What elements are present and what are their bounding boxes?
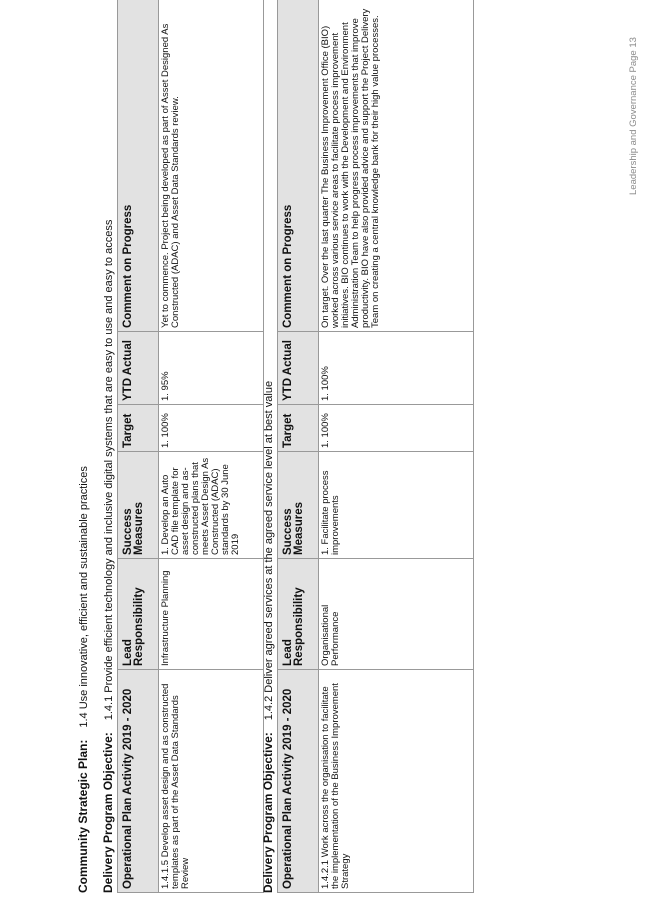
community-strategic-plan — [76, 466, 90, 893]
ytd-cell: 1. 95% — [159, 332, 264, 405]
table-row — [319, 0, 474, 893]
target-cell: 1. 100% — [159, 405, 264, 452]
ytd-cell: 1. 100% — [319, 332, 474, 405]
objective-text: 1.4.1 Provide efficient technology and inclusive digital systems that are easy to use and easy to access — [103, 219, 115, 721]
col-measures-header: Success Measures — [278, 452, 319, 559]
progress-table-1 — [117, 0, 264, 893]
col-activity-header: Operational Plan Activity 2019 - 2020 — [118, 670, 159, 893]
objective-label: Delivery Program Objective: — [261, 732, 275, 893]
col-ytd-header: YTD Actual — [118, 332, 159, 405]
delivery-objective-2 — [261, 381, 275, 893]
lead-cell: Infrastructure Planning — [159, 559, 264, 670]
col-target-header: Target — [118, 405, 159, 452]
progress-table-2 — [277, 0, 474, 893]
activity-cell: 1.4.1.5 Develop asset design and as constructed templates as part of the Asset Data Standards Review — [159, 670, 264, 893]
delivery-objective-1 — [101, 220, 115, 893]
col-activity-header: Operational Plan Activity 2019 - 2020 — [278, 670, 319, 893]
header-row — [118, 0, 159, 893]
col-ytd-header: YTD Actual — [278, 332, 319, 405]
measures-cell: 1. Facilitate process improvements — [319, 452, 474, 559]
comment-cell: On target. Over the last quarter The Business Improvement Office (BIO) worked across various service areas to facilitate process improvement initiatives. BIO continues to work with the Development and Environment Administration Team to help progress process improvements that improve productivity. BIO have also provided advice and support the Project Delivery Team on creating a central knowledge bank for their high value processes. — [319, 0, 474, 332]
target-cell: 1. 100% — [319, 405, 474, 452]
col-measures-header: Success Measures — [118, 452, 159, 559]
activity-cell: 1.4.2.1 Work across the organisation to facilitate the implementation of the Business Improvement Strategy — [319, 670, 474, 893]
strategic-plan-value: 1.4 Use innovative, efficient and sustainable practices — [78, 466, 90, 728]
objective-text: 1.4.2 Deliver agreed services at the agreed service level at best value — [263, 380, 275, 721]
objective-label: Delivery Program Objective: — [101, 732, 115, 893]
col-lead-header: Lead Responsibility — [278, 559, 319, 670]
header-row — [278, 0, 319, 893]
measures-cell: 1. Develop an Auto CAD file template for asset design and as-constructed plans that meets Asset Design As Constructed (ADAC) standards by 30 June 2019 — [159, 452, 264, 559]
strategic-plan-label: Community Strategic Plan: — [76, 739, 90, 893]
comment-cell: Yet to commence. Project being developed as part of Asset Designed As Constructed (ADAC) and Asset Data Standards review. — [159, 0, 264, 332]
col-target-header: Target — [278, 405, 319, 452]
col-comment-header: Comment on Progress — [118, 0, 159, 332]
lead-cell: Organisational Performance — [319, 559, 474, 670]
page-footer: Leadership and Governance Page 13 — [628, 37, 639, 195]
col-lead-header: Lead Responsibility — [118, 559, 159, 670]
col-comment-header: Comment on Progress — [278, 0, 319, 332]
table-row — [159, 0, 264, 893]
